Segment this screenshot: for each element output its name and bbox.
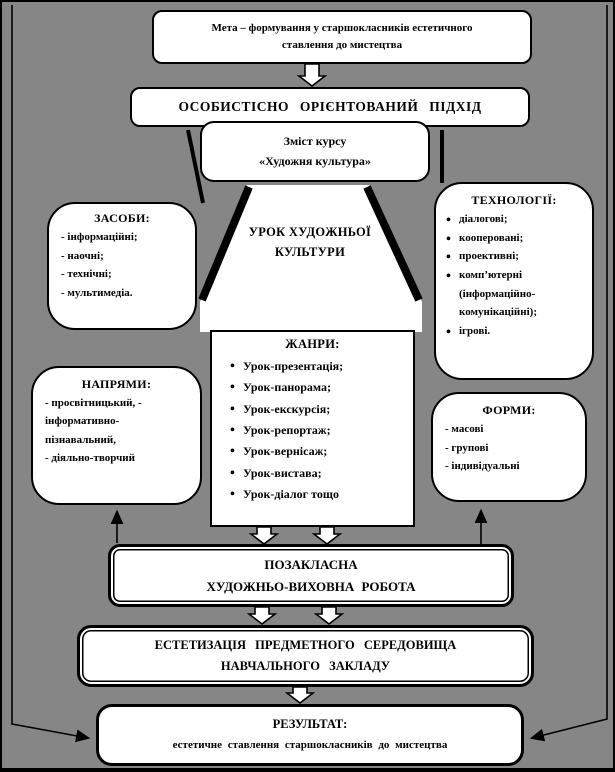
technologies-item: • діалогові;	[446, 210, 588, 229]
forms-item: - масові	[445, 423, 484, 435]
means-item: - мультимедіа.	[61, 287, 133, 300]
directions-line: пізнавальний,	[45, 433, 116, 446]
genres-item: • Урок-панорама;	[230, 377, 409, 398]
result-text: естетичне ставлення старшокласників до мистецтва	[172, 739, 448, 752]
extracurricular-box	[108, 544, 514, 607]
course-line-1: Зміст курсу	[283, 133, 347, 148]
technologies-item: • ігрові.	[446, 322, 588, 341]
technologies-title: ТЕХНОЛОГІЇ:	[471, 193, 557, 207]
technologies-list	[436, 210, 592, 341]
down-arrow-genres-extracurricular-1	[251, 527, 277, 544]
aesthetization-line-2: НАВЧАЛЬНОГО ЗАКЛАДУ	[220, 659, 391, 673]
goal-line-1: Мета – формування у старшокласників естетичного	[211, 21, 473, 34]
genres-item: • Урок-вистава;	[230, 463, 409, 484]
means-item: - технічні;	[61, 268, 112, 281]
extracurricular-line-2: ХУДОЖНЬО-ВИХОВНА РОБОТА	[206, 578, 416, 594]
extracurricular-line-1: ПОЗАКЛАСНА	[264, 557, 358, 573]
aesthetization-box	[77, 625, 534, 687]
technologies-item: • проективні;	[446, 247, 588, 266]
means-list	[49, 228, 195, 303]
genres-list	[212, 356, 413, 506]
genres-item: • Урок-презентація;	[230, 356, 409, 377]
technologies-box	[434, 182, 594, 380]
lesson-line-1: УРОК ХУДОЖНЬОЇ	[248, 225, 372, 239]
forms-item: - індивідуальні	[445, 460, 520, 473]
down-arrow-meta-approach	[299, 64, 325, 86]
down-arrow-extracurricular-aesthetization-2	[316, 607, 342, 624]
means-title: ЗАСОБИ:	[94, 211, 150, 225]
genres-title: ЖАНРИ:	[285, 337, 340, 351]
genres-item: • Урок-екскурсія;	[230, 399, 409, 420]
technologies-item: • кооперовані;	[446, 229, 588, 248]
lesson-line-2: КУЛЬТУРИ	[274, 245, 346, 259]
directions-line: інформативно-	[45, 415, 120, 428]
down-arrow-genres-extracurricular-2	[314, 527, 340, 544]
directions-title: НАПРЯМИ:	[81, 377, 152, 391]
down-arrow-extracurricular-aesthetization-1	[249, 607, 275, 624]
genres-item: • Урок-діалог тощо	[230, 484, 409, 505]
directions-box	[31, 366, 202, 505]
forms-list	[433, 420, 585, 476]
approach-label: ОСОБИСТІСНО ОРІЄНТОВАНИЙ ПІДХІД	[178, 99, 482, 114]
technologies-item: • комп’ютерні (інформаційно-комунікаційні);	[446, 266, 588, 322]
down-arrow-aesthetization-result	[287, 687, 313, 703]
goal-line-2: ставлення до мистецтва	[281, 39, 403, 51]
result-title: РЕЗУЛЬТАТ:	[272, 717, 348, 732]
forms-item: - групові	[445, 441, 489, 454]
means-box	[47, 202, 197, 330]
means-item: - наочні;	[61, 249, 104, 262]
directions-line: - просвітницький, -	[45, 397, 142, 409]
means-item: - інформаційні;	[61, 231, 138, 243]
forms-title: ФОРМИ:	[482, 403, 536, 417]
forms-box	[431, 392, 587, 502]
directions-lines	[33, 394, 200, 468]
goal-box	[152, 10, 532, 64]
result-box	[96, 704, 524, 766]
aesthetization-line-1: ЕСТЕТИЗАЦІЯ ПРЕДМЕТНОГО СЕРЕДОВИЩА	[154, 638, 457, 653]
directions-line: - діяльно-творчий	[45, 452, 135, 465]
course-line-2: «Художня культура»	[259, 153, 371, 168]
course-box	[200, 121, 430, 182]
genres-item: • Урок-репортаж;	[230, 420, 409, 441]
genres-item: • Урок-вернісаж;	[230, 441, 409, 462]
lesson-label	[232, 222, 388, 262]
genres-box	[210, 330, 415, 527]
